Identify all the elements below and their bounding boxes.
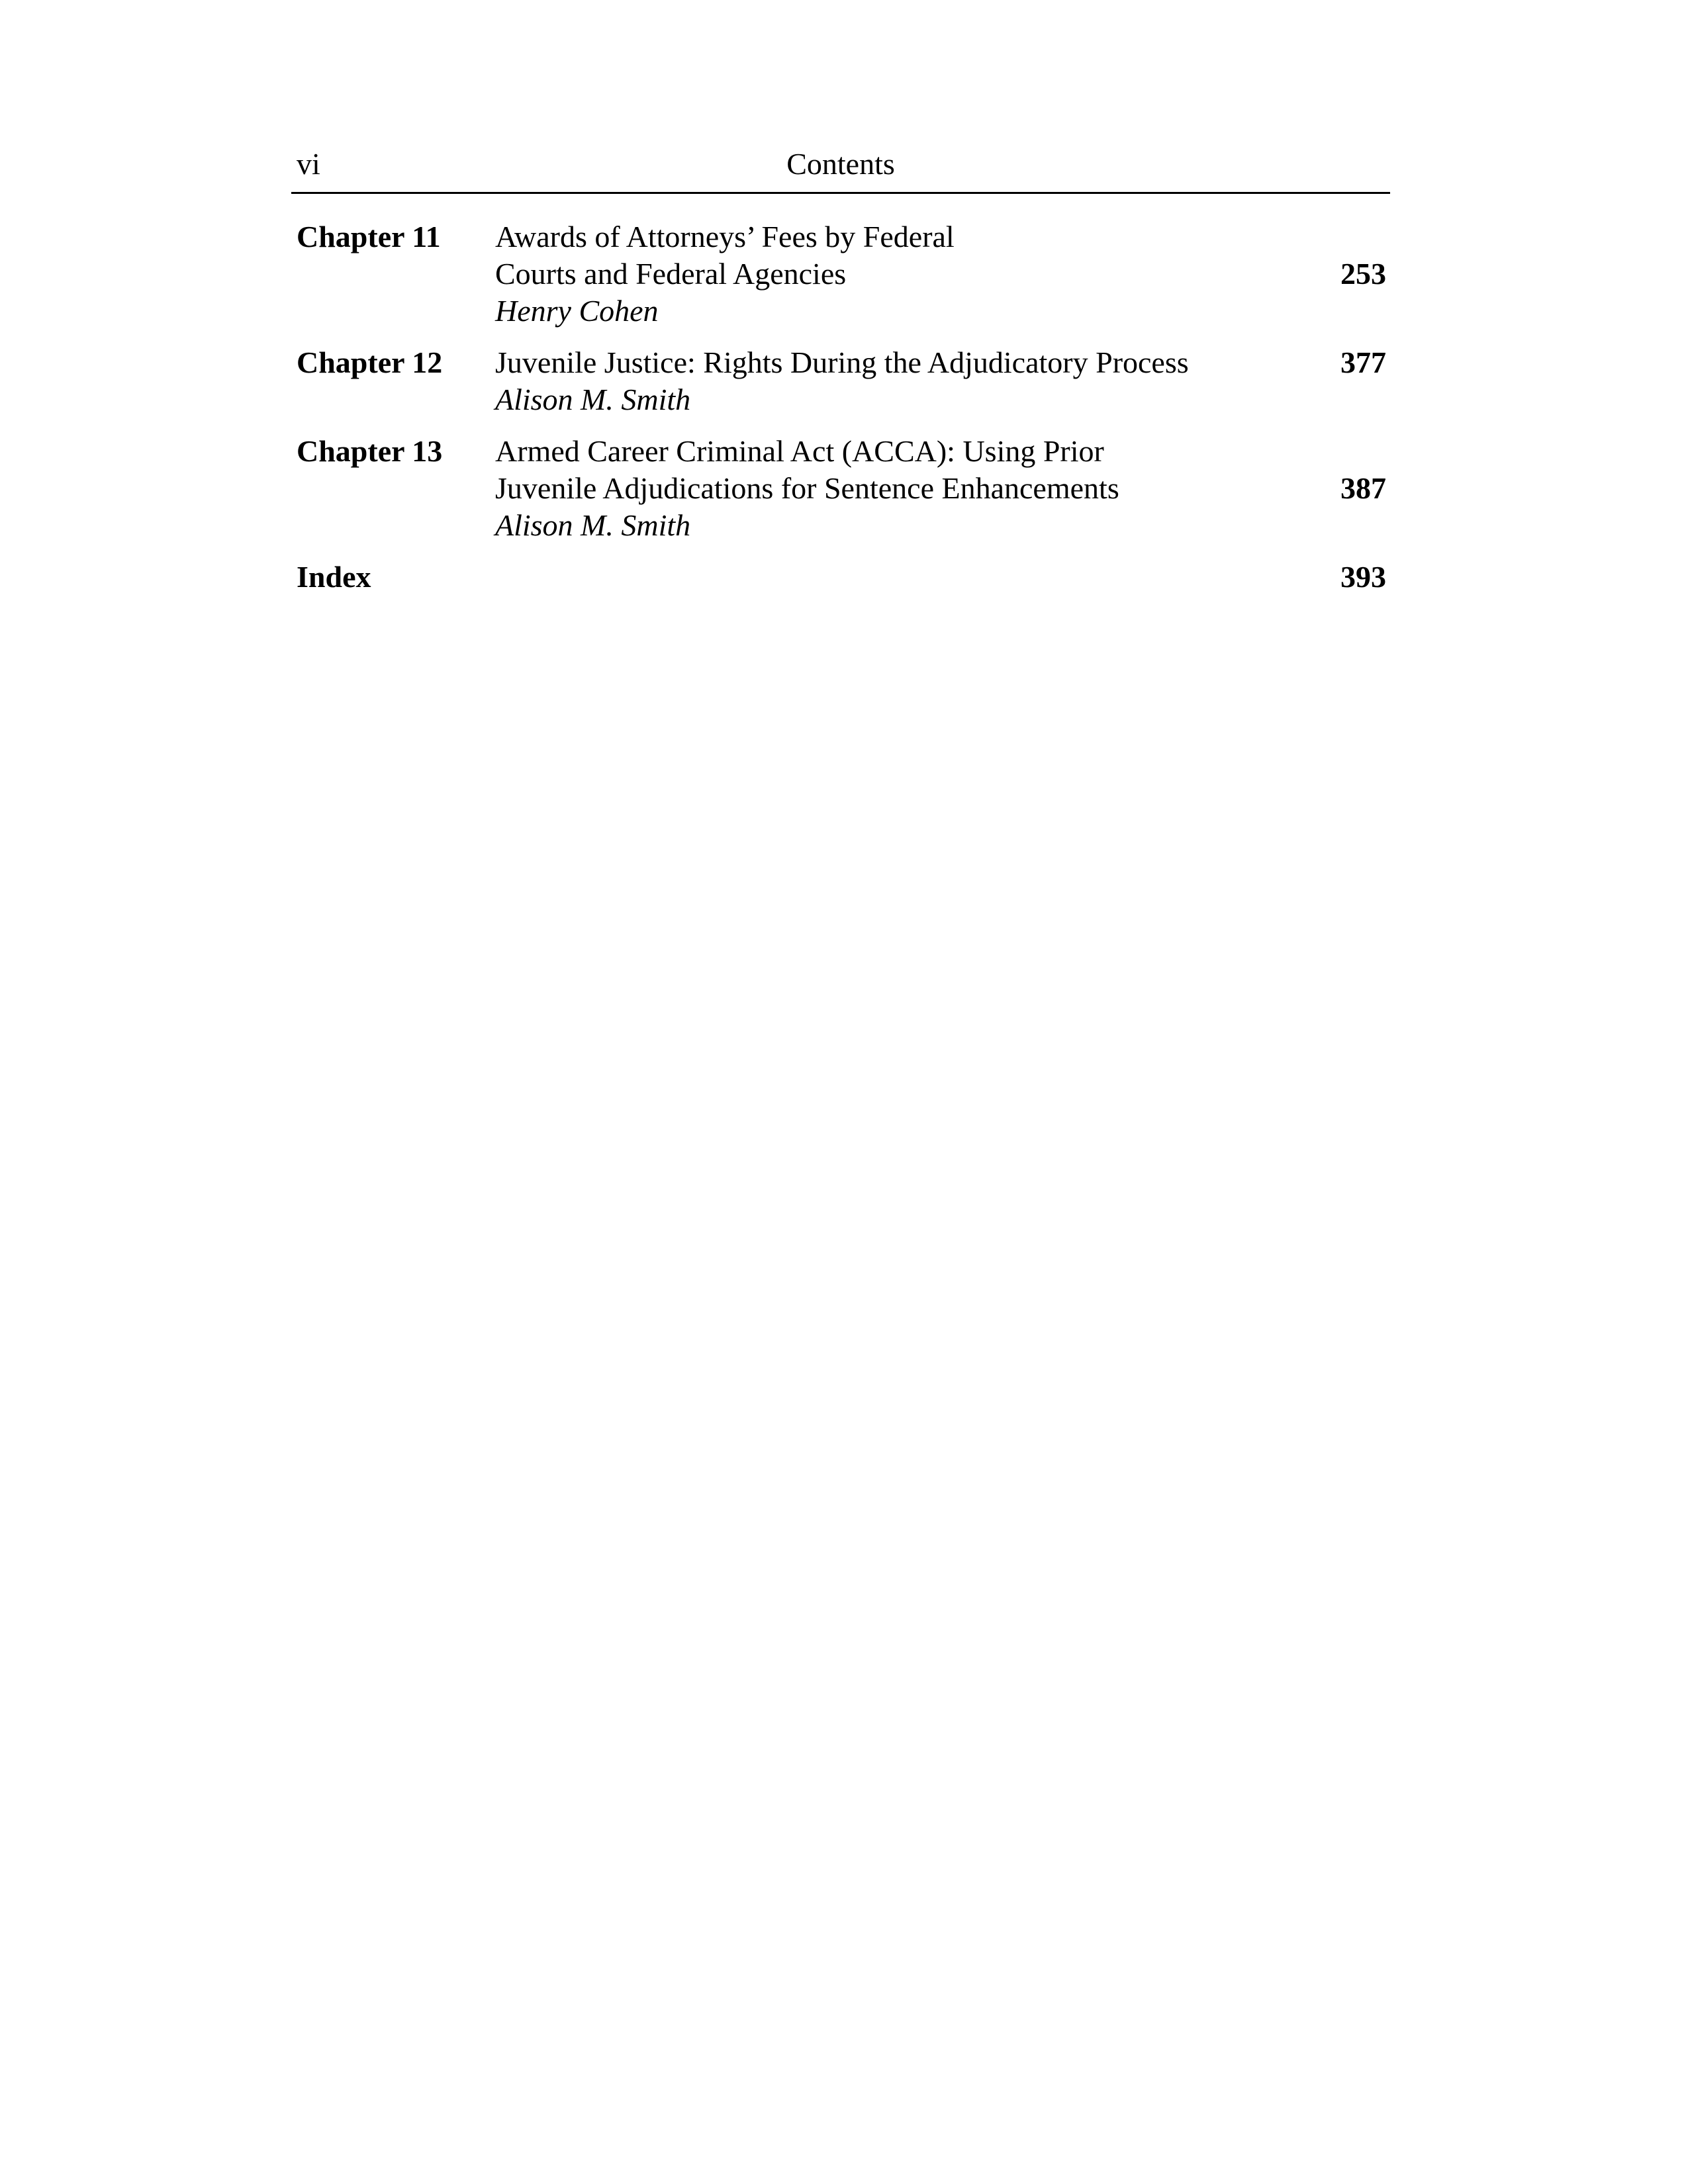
toc-entry-chapter-11 [297, 218, 1390, 330]
chapter-page-number: 387 [1340, 471, 1386, 505]
chapter-page-number: 253 [1340, 257, 1386, 291]
chapter-title-line: Courts and Federal Agencies [495, 257, 847, 291]
toc-entry-chapter-13 [297, 433, 1390, 544]
index-page-number: 393 [1340, 560, 1386, 594]
chapter-label: Chapter 13 [297, 434, 443, 468]
chapter-author: Henry Cohen [495, 294, 659, 328]
chapter-title-line: Juvenile Justice: Rights During the Adjudicatory Process [495, 345, 1189, 379]
chapter-body [495, 218, 1289, 330]
table-of-contents [297, 218, 1390, 610]
chapter-label: Chapter 12 [297, 345, 443, 379]
running-head: Contents [786, 147, 895, 181]
chapter-author: Alison M. Smith [495, 383, 691, 416]
toc-entry-index [297, 559, 1390, 596]
chapter-page-number: 377 [1340, 345, 1386, 379]
chapter-title-line: Awards of Attorneys’ Fees by Federal [495, 220, 955, 253]
chapter-title-line: Armed Career Criminal Act (ACCA): Using Prior [495, 434, 1104, 468]
chapter-label: Chapter 11 [297, 220, 441, 253]
toc-entry-chapter-12 [297, 344, 1390, 418]
page-number: vi [297, 147, 320, 181]
chapter-title-line: Juvenile Adjudications for Sentence Enhancements [495, 471, 1119, 505]
page-header [291, 139, 1390, 194]
chapter-body [495, 433, 1289, 544]
chapter-body [495, 344, 1289, 418]
index-label: Index [297, 560, 371, 594]
chapter-author: Alison M. Smith [495, 508, 691, 542]
